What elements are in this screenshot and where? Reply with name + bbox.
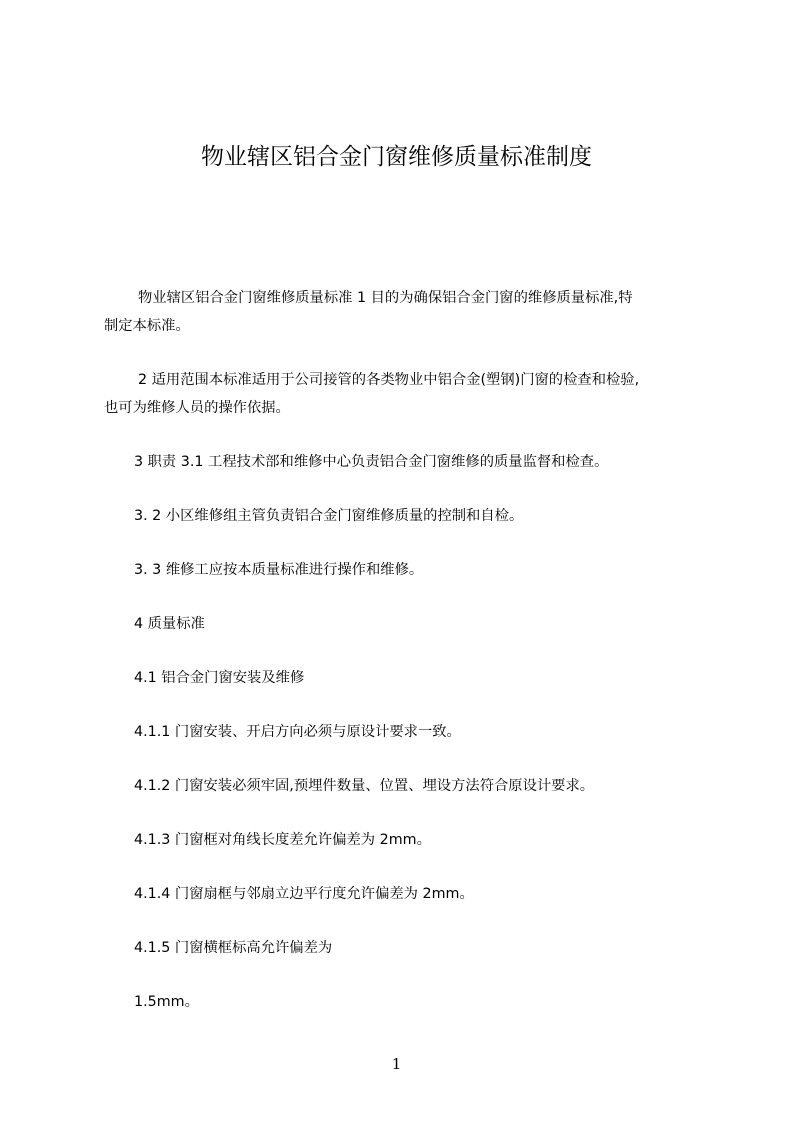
paragraph-4-1-2: 4.1.2 门窗安装必须牢固,预埋件数量、位置、埋设方法符合原设计要求。: [134, 778, 595, 794]
paragraph-scope: [104, 366, 700, 422]
paragraph-4: 4 质量标准: [134, 616, 205, 632]
paragraph-3: 3 职责 3.1 工程技术部和维修中心负责铝合金门窗维修的质量监督和检查。: [134, 454, 609, 470]
paragraph-line: 制定本标准。: [104, 318, 190, 334]
paragraph-4-1-5-cont: 1.5mm。: [134, 994, 199, 1010]
page-number: 1: [391, 1055, 402, 1073]
paragraph-line: 也可为维修人员的操作依据。: [104, 400, 290, 416]
document-body: [104, 284, 700, 1042]
paragraph-4-1: 4.1 铝合金门窗安装及维修: [134, 670, 305, 686]
paragraph-4-1-3: 4.1.3 门窗框对角线长度差允许偏差为 2mm。: [134, 832, 431, 848]
paragraph-3-2: 3. 2 小区维修组主管负责铝合金门窗维修质量的控制和自检。: [134, 508, 524, 524]
paragraph-3-3: 3. 3 维修工应按本质量标准进行操作和维修。: [134, 562, 424, 578]
paragraph-purpose: [104, 284, 700, 340]
document-title: 物业辖区铝合金门窗维修质量标准制度: [201, 144, 592, 170]
paragraph-4-1-5: 4.1.5 门窗横框标高允许偏差为: [134, 940, 333, 956]
paragraph-line: 2 适用范围本标准适用于公司接管的各类物业中铝合金(塑钢)门窗的检查和检验,: [138, 372, 640, 388]
paragraph-4-1-4: 4.1.4 门窗扇框与邻扇立边平行度允许偏差为 2mm。: [134, 886, 474, 902]
paragraph-line: 物业辖区铝合金门窗维修质量标准 1 目的为确保铝合金门窗的维修质量标准,特: [138, 290, 633, 306]
paragraph-4-1-1: 4.1.1 门窗安装、开启方向必须与原设计要求一致。: [134, 724, 461, 740]
